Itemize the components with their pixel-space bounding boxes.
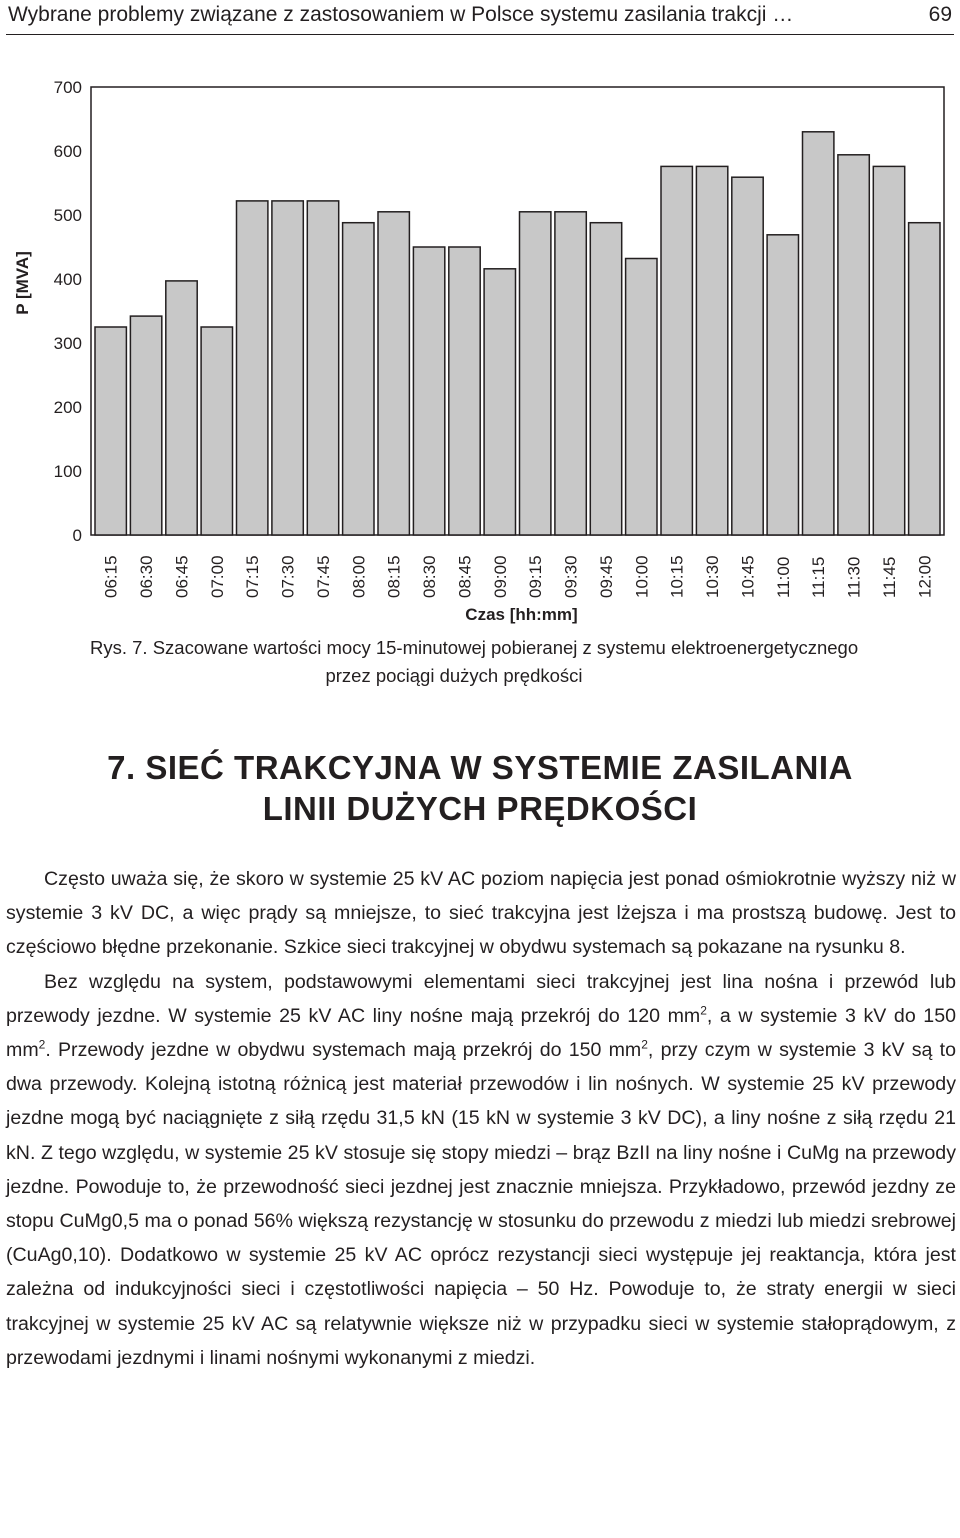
x-tick-label: 10:45 (738, 555, 758, 598)
bar (873, 166, 904, 535)
x-tick-label: 07:15 (243, 555, 263, 598)
bars (95, 132, 940, 535)
x-tick-label: 08:15 (384, 555, 404, 598)
bar (484, 269, 515, 535)
paragraph-1: Często uważa się, że skoro w systemie 25 kV AC poziom napięcia jest ponad ośmiokrotnie wyższy niż w systemie 3 kV DC, a więc prądy są mniejsze, to sieć trakcyjna jest lżejsza i ma prostszą budowę. Jest to częściowo błędne przekonanie. Szkice sieci trakcyjnej w obydwu systemach są pokazane na rysunku 8. (6, 868, 956, 959)
bar (661, 166, 692, 535)
power-bar-chart (0, 40, 960, 632)
bar (732, 177, 763, 535)
page-number: 69 (928, 3, 952, 26)
x-tick-label: 11:15 (809, 556, 829, 598)
x-tick-label: 07:00 (207, 555, 227, 598)
x-tick-label: 08:45 (455, 555, 475, 598)
section-heading-line-1: 7. SIEĆ TRAKCYJNA W SYSTEMIE ZASILANIA (107, 749, 853, 786)
bar (555, 212, 586, 535)
y-tick-label: 700 (53, 78, 82, 97)
caption-line-1 (90, 634, 950, 662)
x-tick-label: 07:30 (278, 555, 298, 598)
x-tick-label: 09:45 (596, 555, 616, 598)
bar (413, 247, 444, 535)
x-tick-label: 10:00 (632, 555, 652, 598)
y-axis-ticks (54, 78, 82, 545)
x-tick-label: 08:30 (420, 555, 440, 598)
bar (696, 166, 727, 535)
caption-label: Rys. 7. (90, 637, 148, 658)
figure-caption (90, 634, 950, 690)
section-heading-line-2: LINII DUŻYCH PRĘDKOŚCI (262, 790, 698, 827)
y-tick-label: 400 (53, 270, 82, 289)
bar (237, 201, 268, 535)
bar (201, 327, 232, 535)
bar (803, 132, 834, 535)
bar (909, 223, 940, 535)
paragraph-2 (6, 965, 956, 1375)
y-tick-label: 600 (53, 142, 82, 161)
x-tick-label: 07:45 (313, 555, 333, 598)
x-tick-label: 09:30 (561, 555, 581, 598)
bar (343, 223, 374, 535)
x-tick-label: 06:30 (137, 555, 157, 598)
x-tick-label: 11:00 (773, 556, 793, 598)
paragraph-2-part-d: , przy czym w systemie 3 kV są to dwa przewody. Kolejną istotną różnicą jest materiał przewodów i lin nośnych. W systemie 25 kV przewody jezdne mogą być naciągnięte z siłą rzędu 31,5 kN (15 kN w systemie 3 kV DC), a liny nośne z siłą rzędu 21 kN. Z tego względu, w systemie 25 kV stosuje się stopy miedzi – brąz BzII na liny nośne i CuMg na przewody jezdne. Powoduje to, że przewodność sieci jezdnej jest znacznie mniejsza. Przykładowo, przewód jezdny ze stopu CuMg0,5 ma o ponad 56% większą rezystancję w stosunku do przewodu z miedzi lub miedzi srebrowej (CuAg0,10). Dodatkowo w systemie 25 kV AC oprócz rezystancji sieci występuje jej reaktancja, która jest zależna od indukcyjności sieci i częstotliwości napięcia – 50 Hz. Powoduje to, że straty energii w sieci trakcyjnej w systemie 25 kV AC są relatywnie większe niż w przypadku sieci w systemie stałoprądowym, z przewodami jezdnymi i linami nośnymi wykonanymi z miedzi. (6, 1039, 956, 1369)
x-tick-label: 06:45 (172, 555, 192, 598)
superscript: 2 (641, 1037, 648, 1052)
x-tick-label: 10:30 (703, 555, 723, 598)
y-axis-label: P [MVA] (13, 251, 32, 315)
paragraph-2-part-a: Bez względu na system, podstawowymi elementami sieci trakcyjnej jest lina nośna i przewód lub przewody jezdne. W systemie 25 kV AC liny nośne mają przekrój do 120 mm (6, 970, 956, 1027)
paragraph-2-part-b: , a w systemie 3 kV do 150 mm (6, 1004, 956, 1062)
y-tick-label: 100 (53, 462, 82, 481)
bar (272, 201, 303, 535)
x-tick-label: 08:00 (349, 555, 369, 598)
superscript: 2 (38, 1037, 46, 1052)
bar (307, 201, 338, 535)
y-tick-label: 500 (53, 206, 82, 225)
caption-line-2: przez pociągi dużych prędkości (325, 665, 583, 686)
bar (767, 235, 798, 535)
bar (95, 327, 126, 535)
running-header (6, 0, 954, 35)
bar (449, 247, 480, 535)
x-tick-label: 10:15 (667, 555, 687, 598)
bar (520, 212, 551, 535)
x-tick-label: 11:45 (879, 556, 899, 598)
bar (378, 212, 409, 535)
x-tick-label: 09:15 (526, 555, 546, 598)
x-axis-label: Czas [hh:mm] (465, 605, 578, 624)
y-tick-label: 200 (53, 398, 82, 417)
x-tick-label: 09:00 (490, 555, 510, 598)
running-title: Wybrane problemy związane z zastosowaniem w Polsce systemu zasilania trakcji … (8, 3, 794, 26)
x-tick-label: 12:00 (915, 555, 935, 598)
y-tick-label: 300 (53, 334, 82, 353)
bar (838, 155, 869, 535)
body-text (6, 862, 956, 1375)
bar (166, 281, 197, 535)
caption-text-1: Szacowane wartości mocy 15-minutowej pobieranej z systemu elektroenergetycznego (147, 637, 859, 658)
y-tick-label: 0 (72, 526, 82, 545)
x-tick-label: 06:15 (101, 555, 121, 598)
x-tick-label: 11:30 (844, 556, 864, 598)
bar (590, 223, 621, 535)
bar (130, 316, 161, 535)
x-axis-ticks (102, 555, 935, 598)
paragraph-2-part-c: . Przewody jezdne w obydwu systemach mają przekrój do 150 mm (45, 1039, 642, 1062)
bar (626, 259, 657, 536)
superscript: 2 (700, 1003, 707, 1018)
